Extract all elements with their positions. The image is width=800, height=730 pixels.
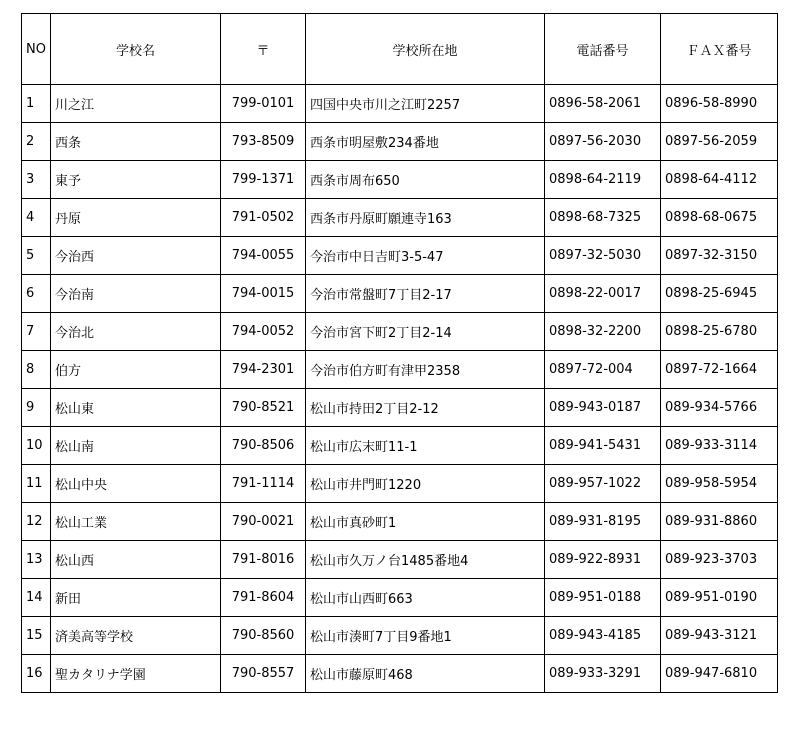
cell-no: 3 (22, 161, 51, 199)
cell-school-name: 東予 (51, 161, 221, 199)
table-row (22, 199, 778, 237)
cell-phone: 0897-56-2030 (545, 123, 661, 161)
cell-phone: 0896-58-2061 (545, 85, 661, 123)
cell-postal-code: 791-8604 (221, 579, 306, 617)
cell-phone: 089-943-0187 (545, 389, 661, 427)
cell-address: 松山市山西町663 (306, 579, 545, 617)
cell-fax: 089-951-0190 (661, 579, 778, 617)
table-row (22, 617, 778, 655)
cell-no: 7 (22, 313, 51, 351)
cell-fax: 0897-56-2059 (661, 123, 778, 161)
cell-fax: 0898-25-6945 (661, 275, 778, 313)
cell-postal-code: 791-0502 (221, 199, 306, 237)
cell-phone: 0897-32-5030 (545, 237, 661, 275)
cell-no: 4 (22, 199, 51, 237)
cell-fax: 089-934-5766 (661, 389, 778, 427)
table-row (22, 351, 778, 389)
cell-postal-code: 799-1371 (221, 161, 306, 199)
cell-phone: 0898-22-0017 (545, 275, 661, 313)
cell-fax: 089-958-5954 (661, 465, 778, 503)
table-row (22, 275, 778, 313)
table-row (22, 313, 778, 351)
school-table (21, 13, 778, 693)
cell-address: 西条市周布650 (306, 161, 545, 199)
cell-phone: 0898-32-2200 (545, 313, 661, 351)
cell-postal-code: 790-8560 (221, 617, 306, 655)
cell-address: 松山市広末町11-1 (306, 427, 545, 465)
cell-school-name: 済美高等学校 (51, 617, 221, 655)
cell-postal-code: 791-8016 (221, 541, 306, 579)
cell-address: 今治市中日吉町3-5-47 (306, 237, 545, 275)
table-row (22, 503, 778, 541)
cell-school-name: 今治南 (51, 275, 221, 313)
cell-fax: 089-931-8860 (661, 503, 778, 541)
cell-no: 15 (22, 617, 51, 655)
cell-phone: 0897-72-004 (545, 351, 661, 389)
header-postal-code: 〒 (221, 14, 306, 85)
header-fax: ＦＡＸ番号 (661, 14, 778, 85)
cell-postal-code: 790-0021 (221, 503, 306, 541)
cell-fax: 0898-64-4112 (661, 161, 778, 199)
header-row (22, 14, 778, 85)
cell-fax: 089-943-3121 (661, 617, 778, 655)
cell-phone: 089-943-4185 (545, 617, 661, 655)
cell-school-name: 聖カタリナ学園 (51, 655, 221, 693)
cell-address: 今治市常盤町7丁目2-17 (306, 275, 545, 313)
cell-fax: 0897-32-3150 (661, 237, 778, 275)
cell-address: 松山市湊町7丁目9番地1 (306, 617, 545, 655)
cell-school-name: 伯方 (51, 351, 221, 389)
cell-no: 6 (22, 275, 51, 313)
cell-address: 西条市明屋敷234番地 (306, 123, 545, 161)
cell-fax: 0896-58-8990 (661, 85, 778, 123)
cell-school-name: 松山南 (51, 427, 221, 465)
table-row (22, 389, 778, 427)
cell-no: 13 (22, 541, 51, 579)
cell-no: 11 (22, 465, 51, 503)
header-address: 学校所在地 (306, 14, 545, 85)
cell-address: 松山市藤原町468 (306, 655, 545, 693)
cell-school-name: 松山中央 (51, 465, 221, 503)
cell-fax: 0897-72-1664 (661, 351, 778, 389)
table-row (22, 465, 778, 503)
cell-postal-code: 794-0052 (221, 313, 306, 351)
cell-school-name: 新田 (51, 579, 221, 617)
cell-postal-code: 799-0101 (221, 85, 306, 123)
cell-address: 松山市真砂町1 (306, 503, 545, 541)
cell-no: 10 (22, 427, 51, 465)
cell-phone: 089-931-8195 (545, 503, 661, 541)
table-row (22, 85, 778, 123)
header-phone: 電話番号 (545, 14, 661, 85)
cell-phone: 0898-68-7325 (545, 199, 661, 237)
cell-postal-code: 794-0055 (221, 237, 306, 275)
cell-school-name: 丹原 (51, 199, 221, 237)
table-row (22, 541, 778, 579)
cell-school-name: 川之江 (51, 85, 221, 123)
cell-school-name: 松山西 (51, 541, 221, 579)
cell-no: 2 (22, 123, 51, 161)
cell-address: 松山市井門町1220 (306, 465, 545, 503)
cell-fax: 0898-25-6780 (661, 313, 778, 351)
cell-address: 西条市丹原町願連寺163 (306, 199, 545, 237)
cell-postal-code: 790-8521 (221, 389, 306, 427)
table-row (22, 427, 778, 465)
cell-phone: 089-957-1022 (545, 465, 661, 503)
header-no: NO (22, 14, 51, 85)
cell-fax: 089-923-3703 (661, 541, 778, 579)
cell-fax: 089-933-3114 (661, 427, 778, 465)
header-school-name: 学校名 (51, 14, 221, 85)
cell-postal-code: 794-0015 (221, 275, 306, 313)
cell-no: 1 (22, 85, 51, 123)
cell-address: 四国中央市川之江町2257 (306, 85, 545, 123)
cell-school-name: 松山東 (51, 389, 221, 427)
cell-postal-code: 794-2301 (221, 351, 306, 389)
cell-school-name: 松山工業 (51, 503, 221, 541)
cell-no: 14 (22, 579, 51, 617)
cell-postal-code: 790-8557 (221, 655, 306, 693)
cell-postal-code: 791-1114 (221, 465, 306, 503)
cell-no: 8 (22, 351, 51, 389)
cell-phone: 089-951-0188 (545, 579, 661, 617)
cell-school-name: 今治北 (51, 313, 221, 351)
cell-no: 5 (22, 237, 51, 275)
cell-school-name: 西条 (51, 123, 221, 161)
table-row (22, 161, 778, 199)
table-row (22, 655, 778, 693)
cell-fax: 089-947-6810 (661, 655, 778, 693)
cell-postal-code: 790-8506 (221, 427, 306, 465)
table-body (22, 85, 778, 693)
cell-address: 松山市久万ノ台1485番地4 (306, 541, 545, 579)
cell-no: 12 (22, 503, 51, 541)
cell-no: 9 (22, 389, 51, 427)
cell-address: 松山市持田2丁目2-12 (306, 389, 545, 427)
cell-phone: 089-941-5431 (545, 427, 661, 465)
cell-school-name: 今治西 (51, 237, 221, 275)
cell-address: 今治市宮下町2丁目2-14 (306, 313, 545, 351)
cell-postal-code: 793-8509 (221, 123, 306, 161)
cell-no: 16 (22, 655, 51, 693)
cell-phone: 0898-64-2119 (545, 161, 661, 199)
table-row (22, 237, 778, 275)
cell-phone: 089-922-8931 (545, 541, 661, 579)
table-row (22, 579, 778, 617)
cell-phone: 089-933-3291 (545, 655, 661, 693)
cell-address: 今治市伯方町有津甲2358 (306, 351, 545, 389)
cell-fax: 0898-68-0675 (661, 199, 778, 237)
table-row (22, 123, 778, 161)
